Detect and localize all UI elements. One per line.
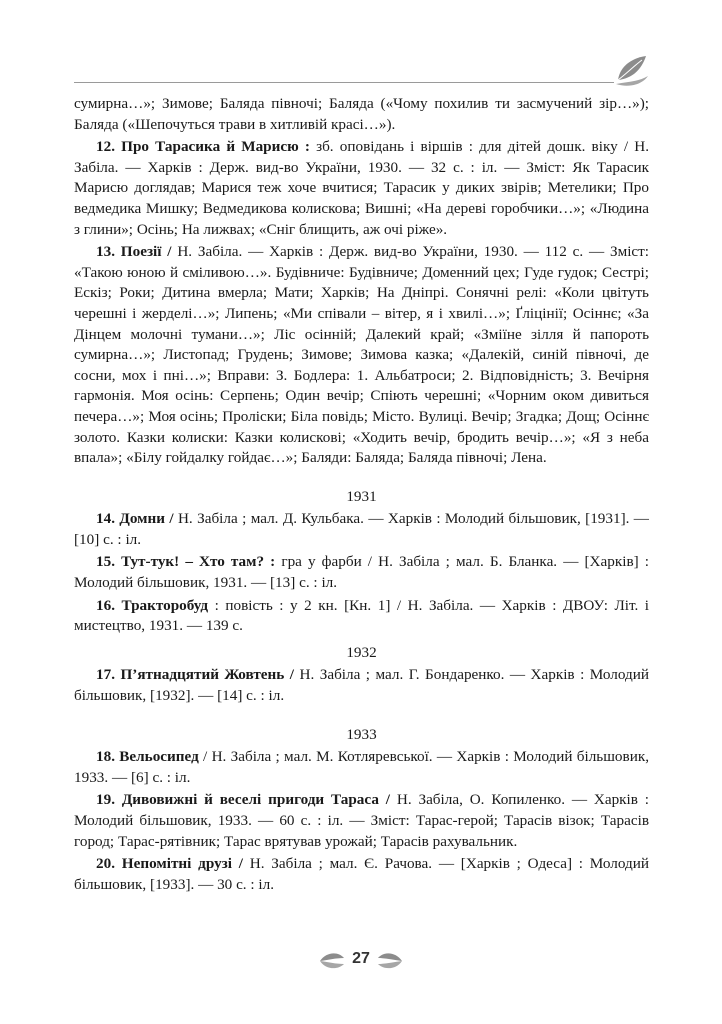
year-heading-1932: 1932	[346, 643, 377, 661]
entry-title: Тут-тук! – Хто там? :	[121, 553, 276, 571]
entry-17	[74, 665, 649, 706]
entry-title: Домни /	[119, 510, 174, 528]
year-heading-1931: 1931	[346, 487, 377, 505]
entry-18	[74, 747, 649, 788]
page-number: 27	[352, 950, 370, 967]
continuation-line-1: сумирна…»; Зимове; Баляда півночі; Баляда («Чому похилив ти засмучений	[74, 95, 593, 112]
continuation-line-2: зір…»); Баляда («Шепочуться трави в хитливій красі…»).	[74, 95, 649, 133]
header-rule	[74, 82, 614, 83]
year-heading-1933: 1933	[346, 725, 377, 743]
entry-number: 19.	[96, 791, 115, 809]
entry-body: Н. Забіла ; мал. Г. Бондаренко. — Харків : Молодий більшовик, [1932]. — [14] с. : іл.	[74, 666, 649, 705]
entry-number: 20.	[96, 855, 115, 873]
entry-title: Дивовижні й веселі пригоди Тараса /	[121, 791, 390, 809]
entry-title: П’ятнадцятий Жовтень /	[120, 666, 295, 684]
entry-title: Вельосипед	[119, 748, 199, 766]
entry-body: гра у фарби / Н. Забіла ; мал. Б. Бланка. — [Харків] : Молодий більшовик, 1931. — [13] с. : іл.	[74, 553, 649, 592]
entry-12	[74, 137, 649, 240]
entry-number: 16.	[96, 596, 115, 614]
entry-title: Поезії /	[120, 243, 172, 261]
entry-title: Тракторобуд	[121, 596, 209, 614]
entry-14	[74, 509, 649, 550]
entry-number: 18.	[96, 748, 115, 766]
entry-body: / Н. Забіла ; мал. М. Котлярeвської. — Харків : Молодий більшовик, 1933. — [6] с. : іл.	[74, 748, 649, 786]
entry-body: : повість : у 2 кн. [Кн. 1] / Н. Забіла. — Харків : ДВОУ: Літ. і мистецтво, 1931. — 139 с.	[74, 596, 650, 635]
entry-body: Н. Забіла ; мал. Є. Рачова. — [Харків ; Одеса] : Молодий більшовик, [1933]. — 30 с. : іл.	[74, 855, 650, 893]
entry-number: 12.	[96, 138, 115, 156]
entry-body: Н. Забіла. — Харків : Держ. вид-во України, 1930. — 112 с. — Зміст: «Такою юною й сміливою…». Будівниче: Будівниче; Доменний цех; Гуде гудок; Сестрі; Ескіз; Роки; Дитина вмерла; Мати; Харків; На Дніпрі. Сонячні релі: «Коли цвітуть черешні і жерделі…»; Липень; «Ми співали – вітер, я і хвилі…»; Ґліцінії; Осіннє; «За Дінцем молочні тумани…»; Ліс осінній; Далекий край; «Зміїне зілля й папороть сумирна…»; Листопад; Грудень; Зимове; Зимова казка; «Далекій, синій півночі, де сосни, мох і пні…»; Вправи: З. Бодлера: 1. Альбатроси; 2. Відповідність; 3. Вечірня гармонія. Моя осінь: Серпень; Один вечір; Спіють черешні; «Чорним оком дивиться печера…»; Моя осінь; Проліски; Біла повідь; Місто. Вулиці. Вечір; Згадка; Дощ; Осіннє золото. Казки колиски: Казки колискові; «Ходить вечір, бродить вечір…»; «Я з неба впала»; «Білу гойдалку гойдає…»; Баляди: Баляда; Баляда півночі; Лена.	[74, 243, 650, 467]
continuation-text	[74, 94, 649, 135]
entry-20	[74, 854, 649, 895]
entry-body: Н. Забіла ; мал. Д. Кульбака. — Харків : Молодий більшовик, [1931]. — [10] с. : іл.	[74, 510, 649, 548]
entry-13	[74, 242, 649, 469]
leaf-right-icon	[378, 953, 402, 968]
entry-title: Про Тарасика й Марисю :	[121, 138, 310, 156]
leaf-ornament-icon	[612, 52, 652, 88]
bibliography-content	[74, 94, 649, 895]
entry-number: 13.	[96, 243, 115, 261]
entry-title: Непомітні друзі /	[121, 855, 243, 873]
page-footer	[0, 948, 722, 974]
entry-number: 14.	[96, 510, 115, 528]
entry-body: зб. оповідань і віршів : для дітей дошк. віку / Н. Забіла. — Харків : Держ. вид-во України, 1930. — 32 с. : іл. — Зміст: Як Тарасик Марисю доглядав; Марися теж хоче вчитися; Тарасик у диких звірів; Метелики; Про ведмедика Мишку; Ведмедикова колискова; Вишні; «На дереві горобчики…»; «Людина з глини»; Осінь; На лижвах; «Сніг блищить, аж очі ріже».	[74, 138, 650, 238]
entry-number: 17.	[96, 666, 115, 684]
entry-19	[74, 790, 649, 852]
entry-16	[74, 596, 649, 637]
entry-15	[74, 552, 649, 593]
entry-body: Н. Забіла, О. Копиленко. — Харків : Молодий більшовик, 1933. — 60 с. : іл. — Зміст: Тарас-герой; Тарасів візок; Тарасів город; Тарас-рятівник; Тарас врятував урожай; Тарасів рахувальник.	[74, 791, 650, 850]
entry-number: 15.	[96, 553, 115, 571]
